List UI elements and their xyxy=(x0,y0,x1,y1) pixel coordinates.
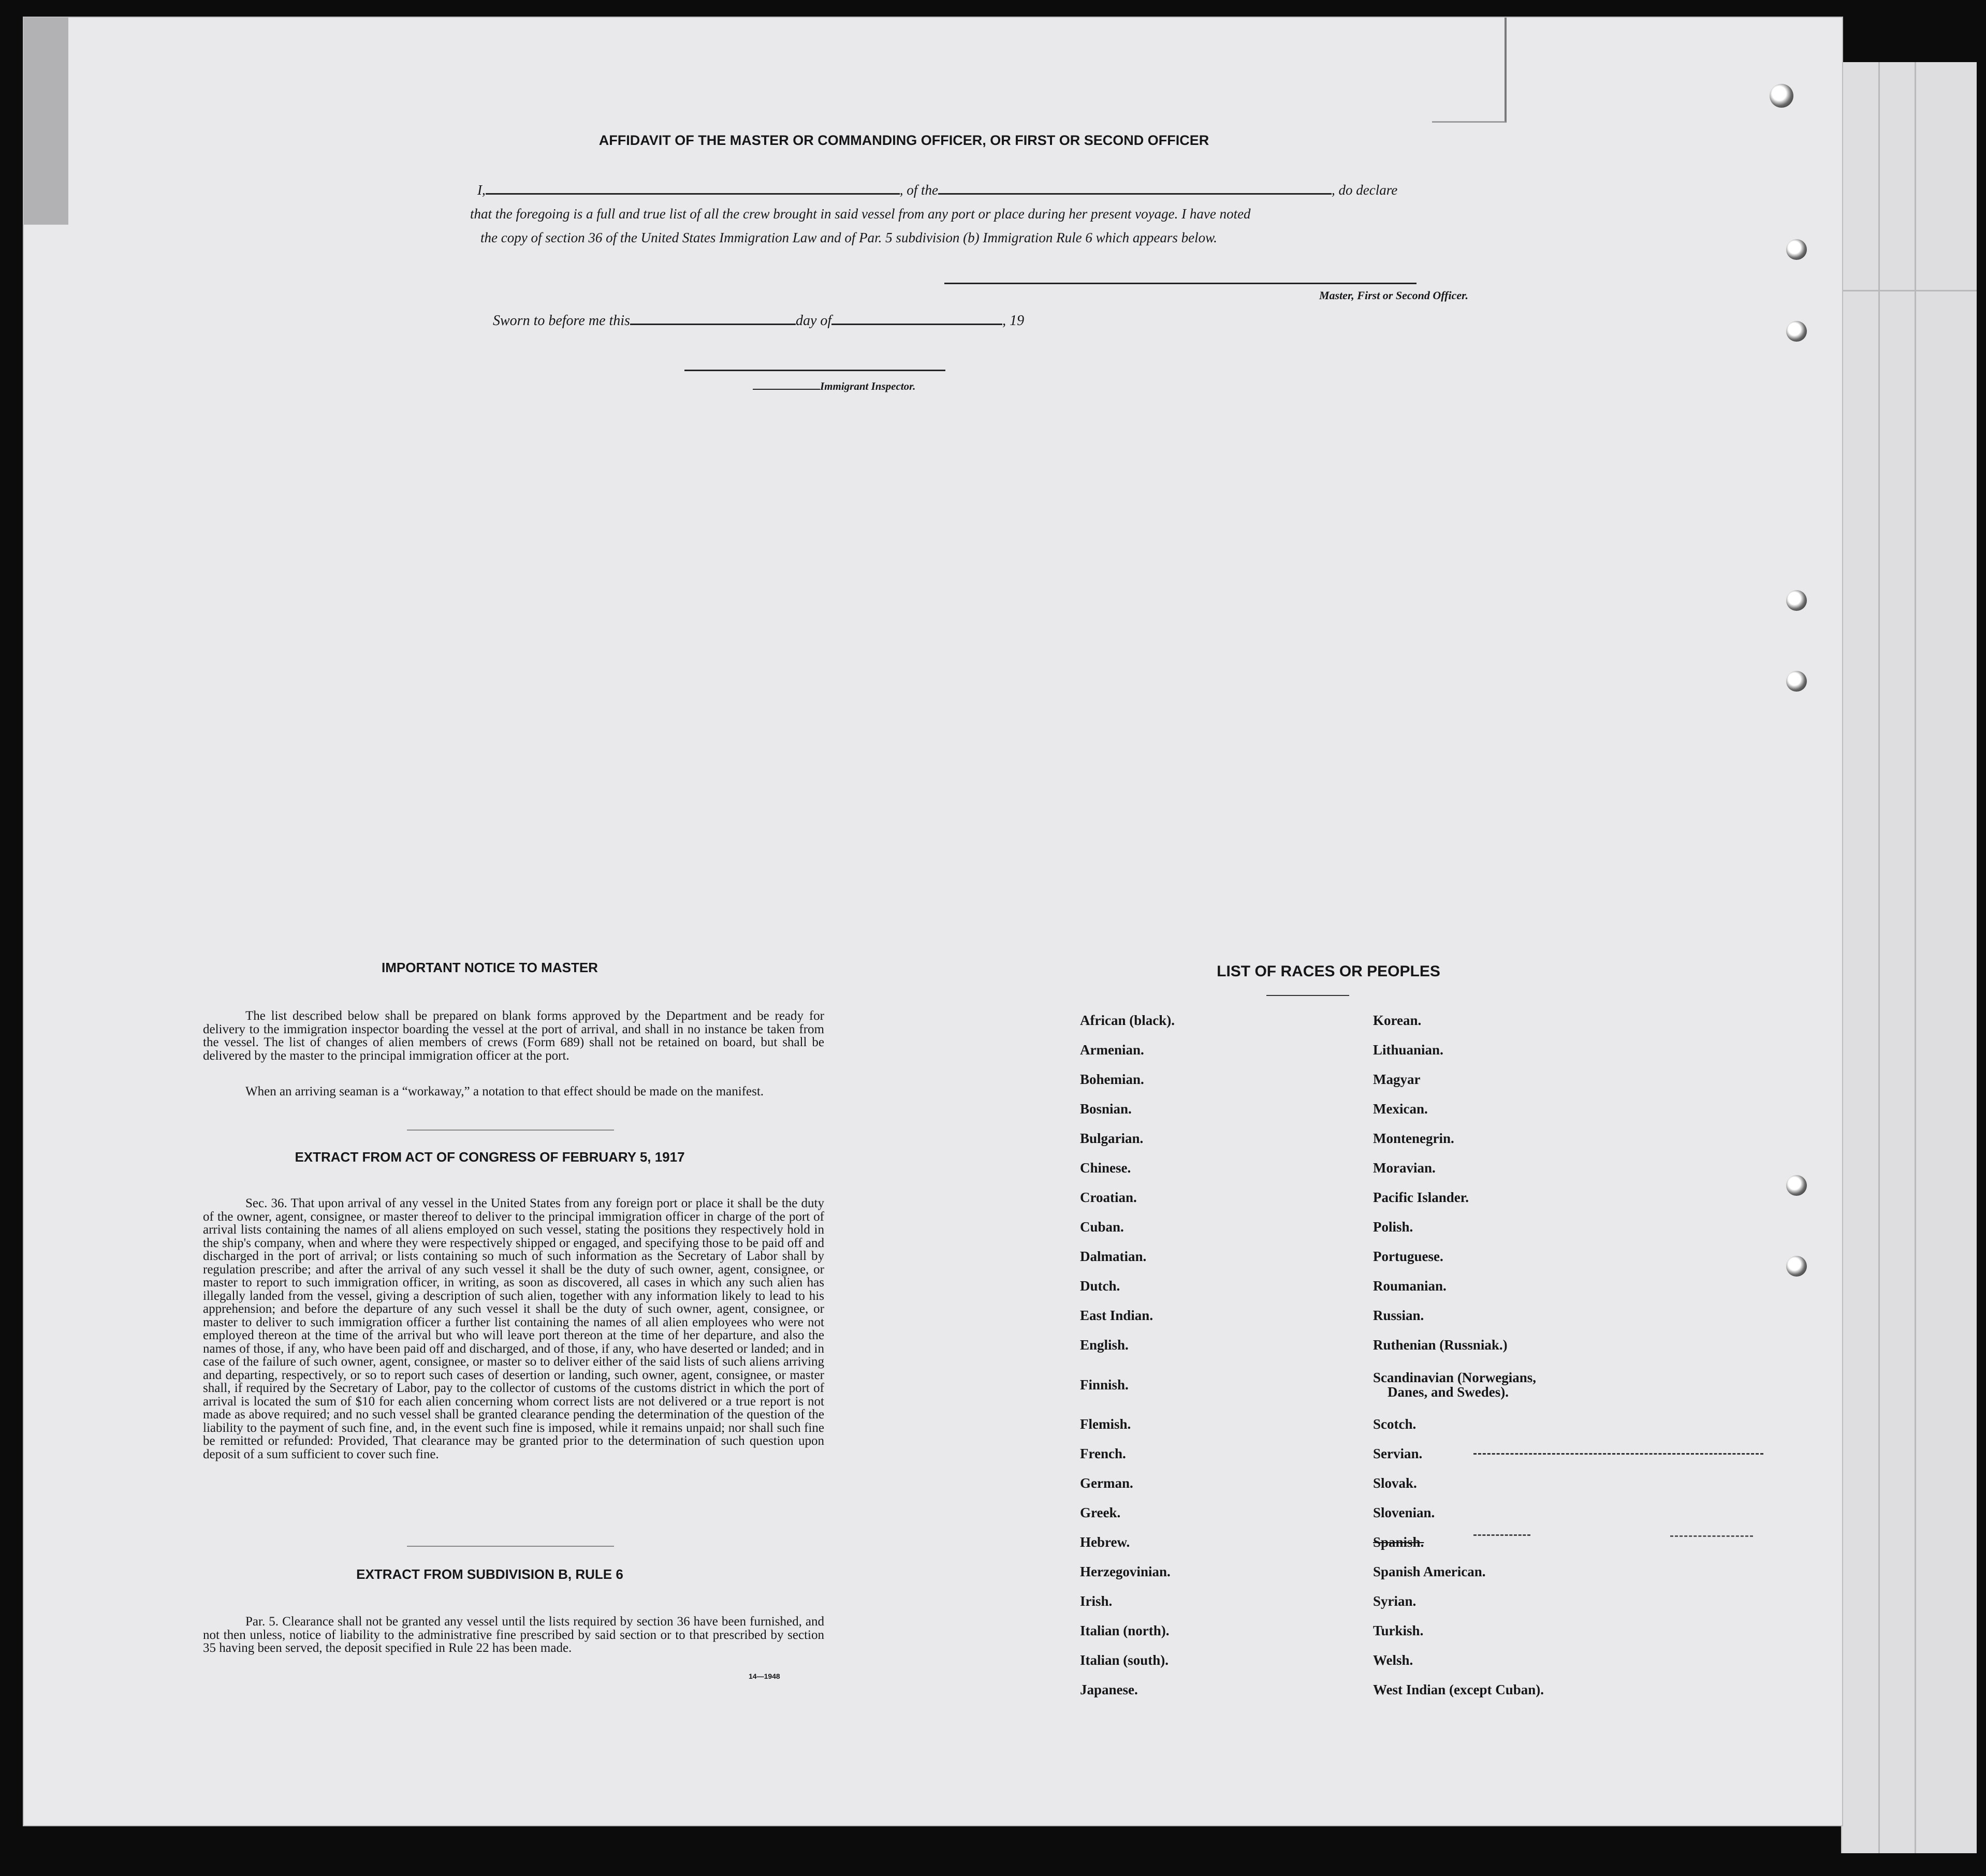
race-item: Bulgarian. xyxy=(1080,1131,1144,1146)
declaration-line-2: that the foregoing is a full and true list of all the crew brought in said vessel from any port or place during her present voyage. I have noted xyxy=(470,206,1251,222)
inspector-signature-line xyxy=(684,370,945,371)
race-item: Chinese. xyxy=(1080,1160,1131,1176)
race-item: Slovak. xyxy=(1373,1475,1417,1491)
race-item: Welsh. xyxy=(1373,1652,1413,1668)
race-item: Moravian. xyxy=(1373,1160,1436,1176)
of-the-text: , of the xyxy=(899,182,938,198)
binder-hole-icon xyxy=(1786,590,1807,611)
sworn-date-blank xyxy=(630,324,796,325)
race-item: German. xyxy=(1080,1475,1133,1491)
race-item: Spanish American. xyxy=(1373,1564,1486,1579)
race-item: Bosnian. xyxy=(1080,1101,1132,1117)
signature-caption: Master, First or Second Officer. xyxy=(1319,289,1468,302)
race-item: Greek. xyxy=(1080,1505,1121,1520)
binder-hole-icon xyxy=(1786,321,1807,342)
sheet-edge-line xyxy=(1842,290,1977,291)
race-item: Armenian. xyxy=(1080,1042,1144,1058)
title-underline xyxy=(1266,995,1349,996)
declaration-prefix: I, xyxy=(477,182,486,198)
declaration-line-3: the copy of section 36 of the United States Immigration Law and of Par. 5 subdivision (b) Immigration Rule 6 which appears below. xyxy=(480,230,1217,245)
manifest-page xyxy=(23,17,1843,1826)
race-item: Magyar xyxy=(1373,1072,1421,1087)
divider xyxy=(407,1130,614,1131)
extract-rule-text: Par. 5. Clearance shall not be granted any vessel until the lists required by section 36 have been furnished, and not then unless, notice of liability to the administrative fine prescribed by said section or to that prescribed by section 35 having been served, the deposit specified in Rule 22 has been made. xyxy=(203,1615,824,1655)
race-item: Turkish. xyxy=(1373,1623,1424,1638)
inspector-line xyxy=(753,380,970,393)
handwritten-mark xyxy=(1670,1535,1753,1537)
race-item: West Indian (except Cuban). xyxy=(1373,1682,1544,1697)
sheet-edge-line xyxy=(1915,62,1916,1853)
page-tab xyxy=(1432,18,1507,123)
race-item: Hebrew. xyxy=(1080,1534,1130,1550)
race-item: Montenegrin. xyxy=(1373,1131,1454,1146)
sheet-edge-line xyxy=(1878,62,1880,1853)
name-blank xyxy=(486,193,900,195)
do-declare-text: , do declare xyxy=(1332,182,1398,198)
notice-paragraph-1: The list described below shall be prepared on blank forms approved by the Department and be ready for delivery to the immigration inspector boarding the vessel at the port of arrival, and shall in no instance be taken from the vessel. The list of changes of alien members of crews (Form 689) shall not be retained on board, but shall be delivered by the master to the principal immigration officer at the port. xyxy=(203,1009,824,1063)
race-item: Ruthenian (Russniak.) xyxy=(1373,1337,1508,1353)
divider xyxy=(407,1546,614,1547)
race-item: Roumanian. xyxy=(1373,1278,1447,1294)
vessel-blank xyxy=(938,193,1332,195)
race-item: French. xyxy=(1080,1446,1126,1461)
binder-hole-icon xyxy=(1786,1175,1807,1196)
race-item: Russian. xyxy=(1373,1308,1424,1323)
race-item: Finnish. xyxy=(1080,1377,1129,1393)
binder-hole-icon xyxy=(1786,671,1807,692)
race-item: Croatian. xyxy=(1080,1190,1137,1205)
extract-rule-title: EXTRACT FROM SUBDIVISION B, RULE 6 xyxy=(356,1566,623,1582)
sworn-day-text: day of xyxy=(795,313,832,329)
race-item: Lithuanian. xyxy=(1373,1042,1443,1058)
sworn-year-text: , 19 xyxy=(1002,313,1025,329)
race-item: Italian (south). xyxy=(1080,1652,1169,1668)
race-item: Mexican. xyxy=(1373,1101,1428,1117)
race-item: Cuban. xyxy=(1080,1219,1124,1235)
race-item: Dalmatian. xyxy=(1080,1249,1147,1264)
race-item: Japanese. xyxy=(1080,1682,1138,1697)
race-item: Pacific Islander. xyxy=(1373,1190,1469,1205)
notice-title: IMPORTANT NOTICE TO MASTER xyxy=(382,960,598,975)
binder-hole-icon xyxy=(1770,84,1793,108)
extract-act-text: Sec. 36. That upon arrival of any vessel in the United States from any foreign port or place it shall be the duty of the owner, agent, consignee, or master thereof to deliver to the principal immigration officer in charge of the port of arrival lists containing the names of all aliens employed on such vessel, stating the positions they respectively hold in the ship's company, when and where they were respectively shipped or engaged, and specifying those to be paid off and discharged in the port of arrival; or lists containing so much of such information as the Secretary of Labor shall by regulation prescribe; and after the arrival of any such vessel it shall be the duty of such owner, agent, consignee, or master to report to such immigration officer, in writing, as soon as discovered, all cases in which any such alien has illegally landed from the vessel, giving a description of such alien, together with any information likely to lead to his apprehension; and before the departure of any such vessel it shall be the duty of such owner, agent, consignee, or master to deliver to such immigration officer a further list containing the names of all alien employees who were not employed thereon at the time of the arrival but who will leave port thereon at the time of her departure, and also the names of those, if any, who have been paid off and discharged, and of those, if any, who have deserted or landed; and in case of the failure of such owner, agent, consignee, or master so to deliver either of the said lists of such aliens arriving and departing, respectively, or so to report such cases of desertion or landing, such owner, agent, consignee, or master shall, if required by the Secretary of Labor, pay to the collector of customs of the customs district in which the port of arrival is located the sum of $10 for each alien concerning whom correct lists are not delivered or a true report is not made as above required; and no such vessel shall be granted clearance pending the determination of the question of the liability to the payment of such fine, and, in the event such fine is imposed, while it remains unpaid; nor shall such fine be remitted or refunded: Provided, That clearance may be granted prior to the determination of such question upon deposit of a sum sufficient to cover such fine. xyxy=(203,1196,824,1461)
race-item: Flemish. xyxy=(1080,1416,1131,1432)
sworn-prefix: Sworn to before me this xyxy=(493,313,630,329)
race-item: Scotch. xyxy=(1373,1416,1417,1432)
handwritten-mark xyxy=(1473,1534,1530,1536)
form-number: 14—1948 xyxy=(749,1672,780,1680)
race-item-continuation: Danes, and Swedes). xyxy=(1388,1384,1509,1400)
binder-hole-icon xyxy=(1786,1256,1807,1277)
race-item: Polish. xyxy=(1373,1219,1413,1235)
notice-paragraph-2: When an arriving seaman is a “workaway,” a notation to that effect should be made on the manifest. xyxy=(245,1084,764,1098)
sworn-month-blank xyxy=(831,324,1002,325)
race-item: Dutch. xyxy=(1080,1278,1120,1294)
race-item: East Indian. xyxy=(1080,1308,1153,1323)
race-item: Irish. xyxy=(1080,1593,1113,1609)
race-item: Bohemian. xyxy=(1080,1072,1144,1087)
inspector-blank xyxy=(753,389,820,390)
sworn-line xyxy=(493,313,1321,329)
race-item: Scandinavian (Norwegians, xyxy=(1373,1370,1537,1385)
binder-hole-icon xyxy=(1786,239,1807,260)
binding-strip xyxy=(24,18,68,225)
race-item: Herzegovinian. xyxy=(1080,1564,1171,1579)
race-item: Syrian. xyxy=(1373,1593,1417,1609)
extract-act-title: EXTRACT FROM ACT OF CONGRESS OF FEBRUARY 5, 1917 xyxy=(295,1149,685,1165)
race-item: Servian. xyxy=(1373,1446,1423,1461)
race-item: Slovenian. xyxy=(1373,1505,1435,1520)
race-item: English. xyxy=(1080,1337,1129,1353)
handwritten-mark xyxy=(1473,1453,1763,1455)
race-item: Italian (north). xyxy=(1080,1623,1170,1638)
underlying-sheet xyxy=(1841,62,1977,1853)
race-item: Portuguese. xyxy=(1373,1249,1443,1264)
race-item: Spanish. xyxy=(1373,1534,1424,1550)
race-item: African (black). xyxy=(1080,1013,1175,1028)
affidavit-title: AFFIDAVIT OF THE MASTER OR COMMANDING OFFICER, OR FIRST OR SECOND OFFICER xyxy=(598,133,1209,148)
signature-line xyxy=(944,283,1417,284)
declaration-line-1 xyxy=(477,182,1461,198)
races-title: LIST OF RACES OR PEOPLES xyxy=(1217,963,1440,980)
race-item: Korean. xyxy=(1373,1013,1422,1028)
inspector-caption: Immigrant Inspector. xyxy=(820,380,916,392)
